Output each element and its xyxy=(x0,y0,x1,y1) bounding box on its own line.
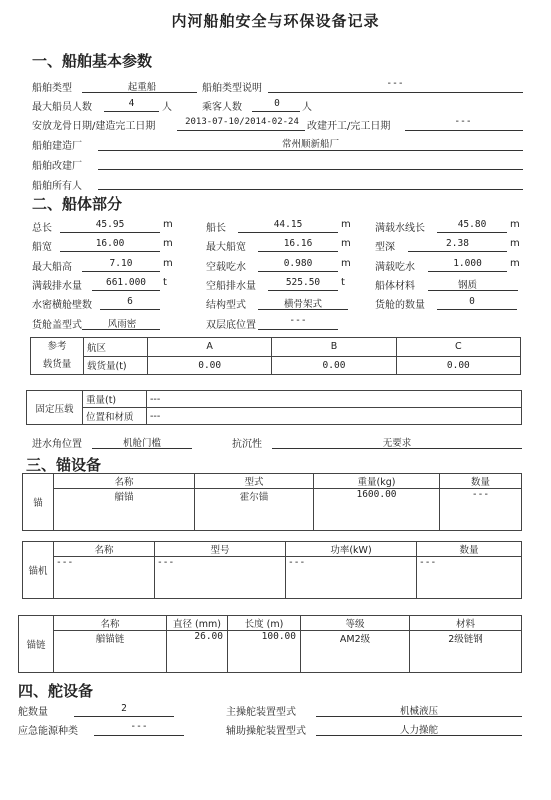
beam-label: 船宽 xyxy=(32,242,52,253)
light-disp-underline xyxy=(268,290,338,291)
sink-value: 无要求 xyxy=(382,438,412,449)
ballast-weight-label: 重量(t) xyxy=(83,391,147,408)
full-draft-value: 1.000 xyxy=(453,258,482,269)
double-bottom-value: --- xyxy=(289,315,307,326)
downflood-underline xyxy=(92,448,192,449)
windlass-label: 锚机 xyxy=(23,542,54,599)
emergency-label: 应急能源种类 xyxy=(18,726,78,737)
chain-header-name: 名称 xyxy=(54,616,167,631)
lbp-value: 44.15 xyxy=(273,219,303,230)
area-b: B xyxy=(272,338,396,357)
main-steer-label: 主操舵装置型式 xyxy=(226,707,296,718)
full-draft-unit: m xyxy=(510,258,520,269)
ship-type-label: 船舶类型 xyxy=(32,83,72,94)
ship-type-underline xyxy=(82,92,197,93)
holds-value: 0 xyxy=(469,296,475,307)
windlass-header-power: 功率(kW) xyxy=(286,542,417,557)
wl-value: 45.80 xyxy=(457,219,487,230)
windlass-header-name: 名称 xyxy=(54,542,155,557)
sink-label: 抗沉性 xyxy=(232,439,262,450)
owner-label: 船舶所有人 xyxy=(32,181,82,192)
main-steer-underline xyxy=(316,716,522,717)
anchor-header-name: 名称 xyxy=(54,474,195,489)
loa-underline xyxy=(60,232,160,233)
owner-underline xyxy=(98,189,523,190)
windlass-count: --- xyxy=(417,557,522,599)
material-value: 钢质 xyxy=(457,280,477,291)
full-disp-value: 661.000 xyxy=(105,277,147,288)
downflood-value: 机舱门槛 xyxy=(122,438,161,449)
depth-value: 2.38 xyxy=(446,238,469,249)
load-c: 0.00 xyxy=(396,356,520,375)
depth-label: 型深 xyxy=(375,242,395,253)
keel-dates-label: 安放龙骨日期/建造完工日期 xyxy=(32,121,156,132)
mod-dates-underline xyxy=(405,130,523,131)
downflood-label: 进水角位置 xyxy=(32,439,82,450)
material-label: 船体材料 xyxy=(375,281,415,292)
passengers-underline xyxy=(252,111,300,112)
double-bottom-label: 双层底位置 xyxy=(206,320,256,331)
passengers-value: 0 xyxy=(274,98,280,109)
bulkheads-underline xyxy=(100,309,160,310)
section-anchor-heading: 三、锚设备 xyxy=(26,456,102,474)
bulkheads-label: 水密横舱壁数 xyxy=(32,300,92,311)
anchor-label: 锚 xyxy=(23,474,54,531)
ship-type-value: 起重船 xyxy=(127,82,157,93)
wl-underline xyxy=(437,232,507,233)
lbp-label: 船长 xyxy=(206,223,226,234)
loa-value: 45.95 xyxy=(95,219,125,230)
max-crew-underline xyxy=(104,111,159,112)
light-disp-value: 525.50 xyxy=(285,277,321,288)
aux-steer-label: 辅助操舵装置型式 xyxy=(226,726,306,737)
anchor-header-count: 数量 xyxy=(440,474,522,489)
ballast-label: 固定压载 xyxy=(27,391,83,425)
anchor-weight: 1600.00 xyxy=(314,489,440,531)
keel-dates-value: 2013-07-10/2014-02-24 xyxy=(185,117,299,127)
ballast-pos-label: 位置和材质 xyxy=(83,408,147,425)
chain-header-diameter: 直径 (mm) xyxy=(167,616,228,631)
ship-type-desc-value: --- xyxy=(386,78,404,89)
section-hull-heading: 二、船体部分 xyxy=(32,195,123,213)
page-title: 内河船舶安全与环保设备记录 xyxy=(171,12,380,30)
air-draft-value: 7.10 xyxy=(109,258,133,269)
ship-type-desc-underline xyxy=(268,92,523,93)
holds-label: 货舱的数量 xyxy=(375,300,425,311)
beam-value: 16.00 xyxy=(95,238,125,249)
ballast-pos-value: --- xyxy=(147,408,522,425)
passengers-unit: 人 xyxy=(302,102,312,113)
load-b: 0.00 xyxy=(272,356,396,375)
area-c: C xyxy=(396,338,520,357)
light-disp-label: 空船排水量 xyxy=(206,281,256,292)
double-bottom-underline xyxy=(258,329,338,330)
depth-unit: m xyxy=(510,238,520,249)
air-draft-label: 最大船高 xyxy=(32,262,72,273)
loa-label: 总长 xyxy=(32,223,52,234)
crew-unit: 人 xyxy=(162,102,172,113)
max-beam-label: 最大船宽 xyxy=(206,242,246,253)
anchor-type: 霍尔锚 xyxy=(195,489,314,531)
rudders-value: 2 xyxy=(121,703,127,714)
material-underline xyxy=(428,290,518,291)
windlass-table xyxy=(22,541,522,599)
builder-underline xyxy=(98,150,523,151)
passengers-label: 乘客人数 xyxy=(202,102,242,113)
anchor-table xyxy=(22,473,522,531)
cargo-ref-label-line2: 载货量 xyxy=(42,359,72,370)
holds-underline xyxy=(437,309,517,310)
sink-underline xyxy=(272,448,522,449)
emergency-underline xyxy=(94,735,184,736)
full-disp-label: 满载排水量 xyxy=(32,281,82,292)
full-disp-unit: t xyxy=(163,277,167,288)
full-draft-label: 满载吃水 xyxy=(375,262,415,273)
chain-label: 锚链 xyxy=(19,616,54,673)
beam-underline xyxy=(60,251,160,252)
load-a: 0.00 xyxy=(148,356,272,375)
anchor-count: --- xyxy=(440,489,522,531)
max-beam-value: 16.16 xyxy=(283,238,313,249)
air-draft-underline xyxy=(82,271,160,272)
section-basic-params-heading: 一、船舶基本参数 xyxy=(32,52,153,70)
full-disp-underline xyxy=(92,290,160,291)
chain-header-grade: 等级 xyxy=(301,616,410,631)
light-draft-underline xyxy=(258,271,338,272)
rebuilder-label: 船舶改建厂 xyxy=(32,161,82,172)
rebuilder-underline xyxy=(98,169,523,170)
chain-material: 2级链钢 xyxy=(410,631,522,673)
light-draft-unit: m xyxy=(341,258,351,269)
ship-type-desc-label: 船舶类型说明 xyxy=(202,83,262,94)
keel-dates-underline xyxy=(177,130,305,131)
light-draft-label: 空载吃水 xyxy=(206,262,246,273)
hatch-value: 风雨密 xyxy=(107,319,137,330)
windlass-model: --- xyxy=(155,557,286,599)
chain-header-length: 长度 (m) xyxy=(228,616,301,631)
builder-label: 船舶建造厂 xyxy=(32,141,82,152)
air-draft-unit: m xyxy=(163,258,173,269)
mod-dates-value: --- xyxy=(454,116,472,127)
cargo-ref-label-line1: 参考 xyxy=(47,341,67,352)
max-beam-underline xyxy=(258,251,338,252)
bulkheads-value: 6 xyxy=(127,296,133,307)
structure-label: 结构型式 xyxy=(206,300,246,311)
depth-underline xyxy=(408,251,507,252)
aux-steer-value: 人力操舵 xyxy=(399,725,438,736)
chain-name: 艏锚链 xyxy=(54,631,167,673)
light-disp-unit: t xyxy=(341,277,345,288)
windlass-power: --- xyxy=(286,557,417,599)
lbp-underline xyxy=(238,232,338,233)
ballast-table xyxy=(26,390,522,425)
windlass-header-count: 数量 xyxy=(417,542,522,557)
rudders-underline xyxy=(74,716,174,717)
builder-value: 常州顺新船厂 xyxy=(281,139,339,150)
loa-unit: m xyxy=(163,219,173,230)
area-a: A xyxy=(148,338,272,357)
chain-diameter: 26.00 xyxy=(167,631,228,673)
max-crew-value: 4 xyxy=(128,98,135,109)
load-header: 载货量(t) xyxy=(84,356,148,375)
windlass-name: --- xyxy=(54,557,155,599)
aux-steer-underline xyxy=(316,735,522,736)
ballast-weight-value: --- xyxy=(147,391,522,408)
lbp-unit: m xyxy=(341,219,351,230)
chain-grade: AM2级 xyxy=(301,631,410,673)
anchor-header-type: 型式 xyxy=(195,474,314,489)
structure-underline xyxy=(258,309,348,310)
emergency-value: --- xyxy=(130,721,148,732)
anchor-name: 艏锚 xyxy=(54,489,195,531)
max-beam-unit: m xyxy=(341,238,351,249)
full-draft-underline xyxy=(428,271,507,272)
chain-header-material: 材料 xyxy=(410,616,522,631)
cargo-load-table xyxy=(30,337,521,375)
wl-unit: m xyxy=(510,219,520,230)
wl-label: 满载水线长 xyxy=(375,223,425,234)
main-steer-value: 机械液压 xyxy=(399,706,438,717)
structure-value: 横骨架式 xyxy=(283,299,322,310)
area-header: 航区 xyxy=(84,338,148,357)
rudders-label: 舵数量 xyxy=(18,707,48,718)
hatch-label: 货舱盖型式 xyxy=(32,320,82,331)
mod-dates-label: 改建开工/完工日期 xyxy=(307,121,391,132)
chain-table xyxy=(18,615,522,673)
section-rudder-heading: 四、舵设备 xyxy=(18,682,94,700)
beam-unit: m xyxy=(163,238,173,249)
light-draft-value: 0.980 xyxy=(283,258,313,269)
anchor-header-weight: 重量(kg) xyxy=(314,474,440,489)
max-crew-label: 最大船员人数 xyxy=(32,102,92,113)
hatch-underline xyxy=(82,329,160,330)
cargo-ref-label xyxy=(31,338,84,375)
windlass-header-model: 型号 xyxy=(155,542,286,557)
chain-length: 100.00 xyxy=(228,631,301,673)
